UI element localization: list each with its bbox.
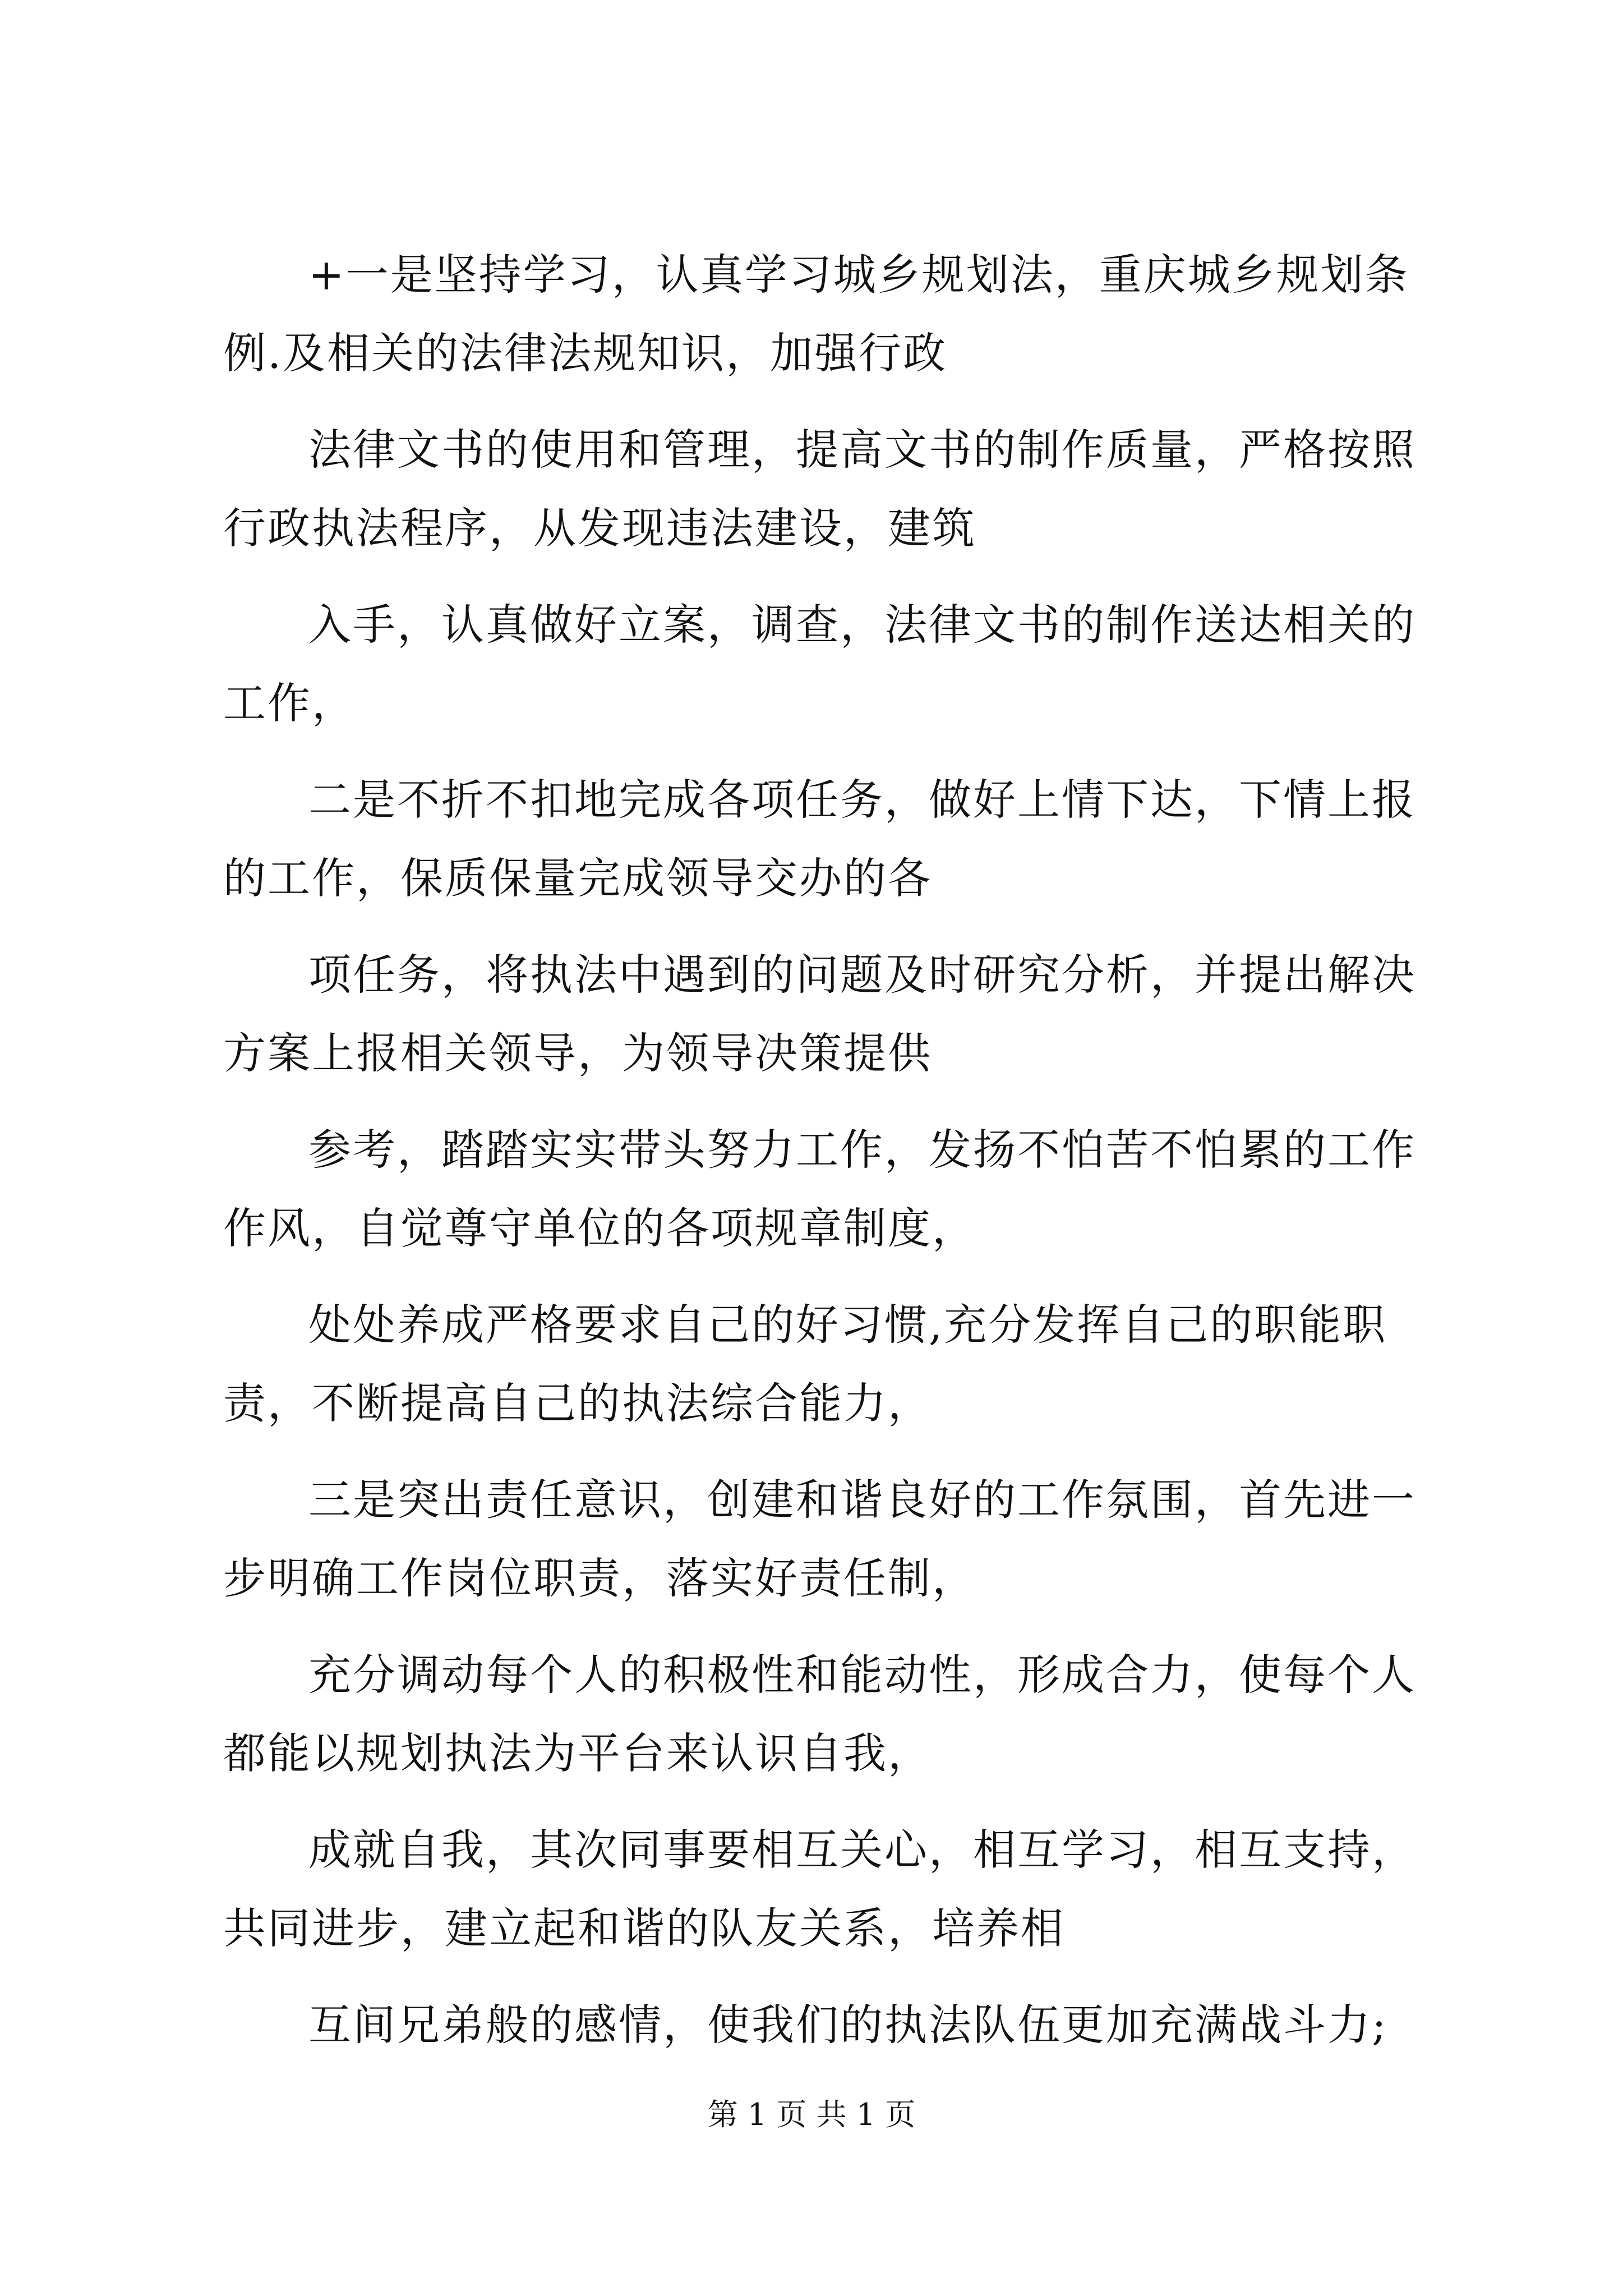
paragraph-6: 参考，踏踏实实带头努力工作，发扬不怕苦不怕累的工作作风，自觉尊守单位的各项规章制度， (223, 1125, 1416, 1253)
paragraph-1: +一是坚持学习，认真学习城乡规划法，重庆城乡规划条例.及相关的法律法规知识，加强行政 (223, 250, 1409, 378)
paragraph-8: 三是突出责任意识，创建和谐良好的工作氛围，首先进一步明确工作岗位职责，落实好责任制， (223, 1475, 1416, 1603)
paragraph-2: 法律文书的使用和管理，提高文书的制作质量，严格按照行政执法程序，从发现违法建设，建筑 (223, 425, 1416, 553)
paragraph-4: 二是不折不扣地完成各项任务，做好上情下达，下情上报的工作，保质保量完成领导交办的各 (223, 775, 1416, 903)
paragraph-9: 充分调动每个人的积极性和能动性，形成合力，使每个人都能以规划执法为平台来认识自我， (223, 1650, 1416, 1778)
paragraph-10: 成就自我，其次同事要相互关心，相互学习，相互支持，共同进步，建立起和谐的队友关系，培养相 (223, 1825, 1416, 1953)
paragraph-5: 项任务，将执法中遇到的问题及时研究分析，并提出解决方案上报相关领导，为领导决策提供 (223, 950, 1416, 1078)
page-number-footer: 第 1 页 共 1 页 (707, 2097, 916, 2132)
paragraph-11: 互间兄弟般的感情，使我们的执法队伍更加充满战斗力; (308, 2000, 1388, 2050)
paragraph-7: 处处养成严格要求自己的好习惯,充分发挥自己的职能职责，不断提高自己的执法综合能力， (223, 1300, 1387, 1428)
paragraph-3: 入手，认真做好立案，调查，法律文书的制作送达相关的工作， (223, 600, 1416, 728)
document-body (223, 236, 1423, 2082)
